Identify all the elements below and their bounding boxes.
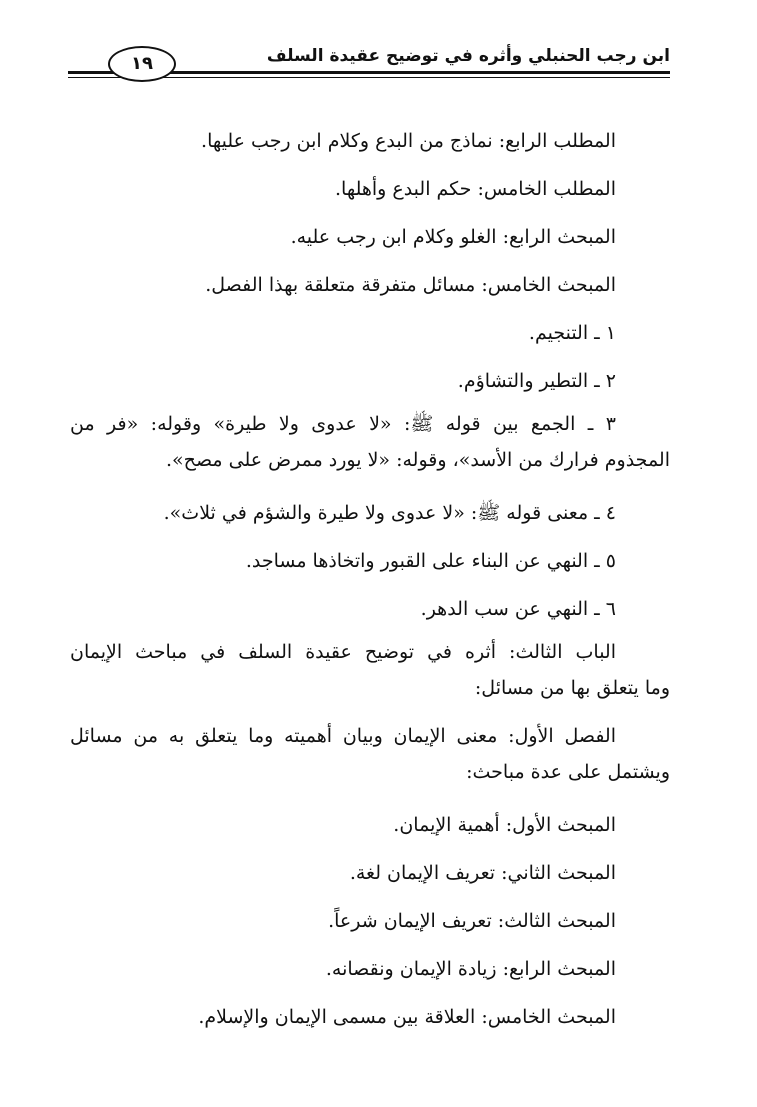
page-number: ١٩: [108, 46, 176, 82]
list-item-continuation: المجذوم فرارك من الأسد»، وقوله: «لا يورد ممرض على مصح».: [166, 449, 670, 471]
text-line: المبحث الأول: أهمية الإيمان.: [393, 814, 616, 836]
text-line: المبحث الرابع: زيادة الإيمان ونقصانه.: [325, 958, 616, 980]
running-title: ابن رجب الحنبلي وأثره في توضيح عقيدة السلف: [266, 46, 670, 66]
list-item: ٣ ـ الجمع بين قوله ﷺ: «لا عدوى ولا طيرة» وقوله: «فر من: [70, 413, 616, 435]
list-item: ٦ ـ النهي عن سب الدهر.: [420, 598, 616, 620]
list-item: ٤ ـ معنى قوله ﷺ: «لا عدوى ولا طيرة والشؤم في ثلاث».: [163, 502, 616, 524]
text-line: المبحث الثالث: تعريف الإيمان شرعاً.: [328, 910, 616, 932]
list-item: ٥ ـ النهي عن البناء على القبور واتخاذها مساجد.: [245, 550, 616, 572]
text-line: المبحث الخامس: العلاقة بين مسمى الإيمان والإسلام.: [198, 1006, 616, 1028]
text-line: المبحث الثاني: تعريف الإيمان لغة.: [349, 862, 616, 884]
section-heading-continuation: وما يتعلق بها من مسائل:: [474, 677, 670, 699]
chapter-heading: الفصل الأول: معنى الإيمان وبيان أهميته وما يتعلق به من مسائل: [70, 725, 616, 747]
chapter-heading-continuation: ويشتمل على عدة مباحث:: [466, 761, 670, 783]
list-item: ٢ ـ التطير والتشاؤم.: [457, 370, 616, 392]
text-line: المبحث الرابع: الغلو وكلام ابن رجب عليه.: [290, 226, 616, 248]
text-line: المطلب الرابع: نماذج من البدع وكلام ابن رجب عليها.: [201, 130, 616, 152]
text-line: المبحث الخامس: مسائل متفرقة متعلقة بهذا الفصل.: [205, 274, 616, 296]
text-line: المطلب الخامس: حكم البدع وأهلها.: [334, 178, 616, 200]
page-body: [70, 117, 670, 1041]
section-heading: الباب الثالث: أثره في توضيح عقيدة السلف في مباحث الإيمان: [70, 641, 616, 663]
list-item: ١ ـ التنجيم.: [528, 322, 616, 344]
page-header: [68, 42, 670, 82]
